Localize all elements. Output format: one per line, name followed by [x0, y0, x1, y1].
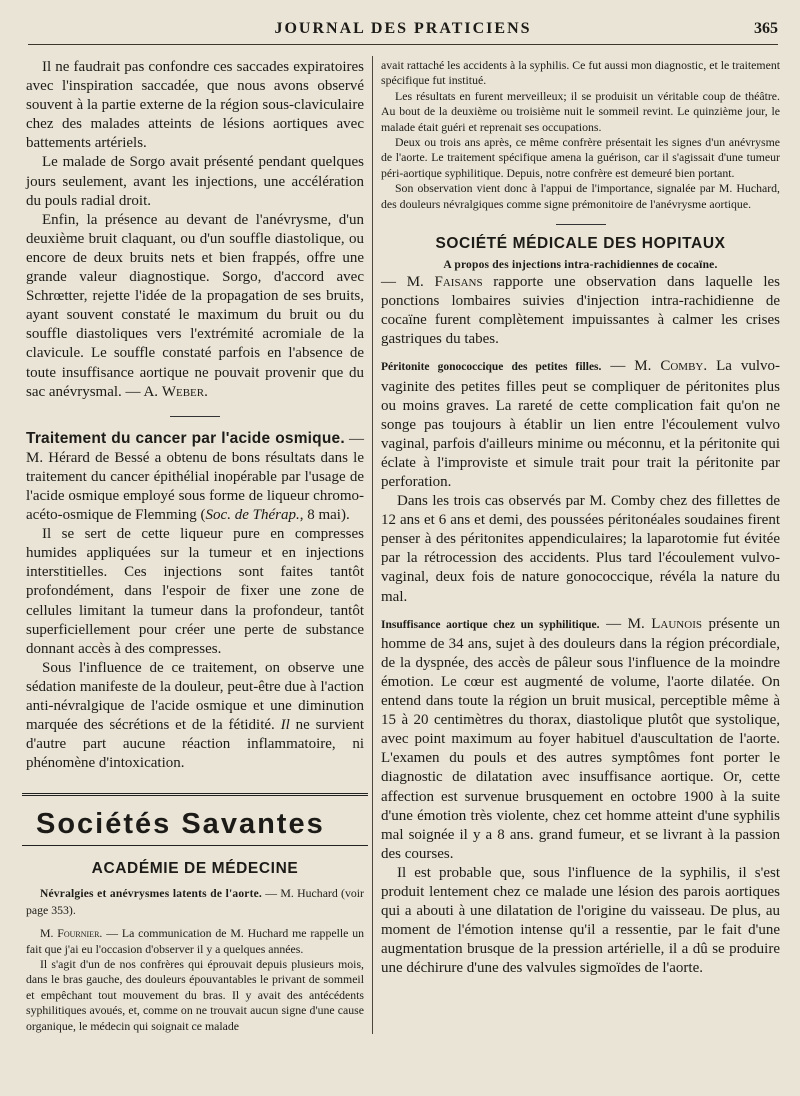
paragraph: Le malade de Sorgo avait présenté pendant quelques jours seulement, avant les injections, une accélération du pouls radial droit. [26, 154, 364, 209]
run-in-heading: Péritonite gonococcique des petites filles. [381, 361, 602, 374]
speaker-name: Faisans [434, 274, 483, 291]
paragraph [26, 211, 364, 402]
paragraph: Les résultats en furent merveilleux; il se produisit un véritable coup de théâtre. Au bout de la deuxième ou troisième nuit le sommeil revint. Le quinzième jour, le malade était guéri et reprenait ses occupations. [381, 88, 780, 134]
paragraph-text: Sous l'influence de ce traitement, on observe une sédation manifeste de la douleur, peut-être due à l'action anti-névralgique de l'acide osmique et une diminution marquée des sécrétions et de la fétidité. [26, 659, 364, 734]
paragraph-text: — M. [610, 358, 652, 375]
academy-subheading [26, 886, 364, 918]
paragraph-text: Enfin, la présence au devant de l'anévrysme, d'un deuxième bruit claquant, ou d'un souffle diastolique, ou encore de deux bruits nets et bien frappés, offre une grande valeur diagnostique. Sorgo, d'accord avec Schrœtter, rejette l'idée de la propagation de ses bruits, ayant souvent constaté le maximum du bruit ou du souffle diastoliques vers l'extrémité acromiale de la clavicule. Le souffle constaté parfois en l'absence de toute insuffisance aortique ne pouvait provenir que du sac anévrysmal. — A. [26, 211, 364, 400]
section-banner: Sociétés Savantes [36, 808, 325, 841]
paragraph-text: , 8 mai). [299, 507, 350, 524]
paragraph [26, 659, 364, 774]
paragraph [381, 357, 780, 492]
speaker-name: Launois [651, 615, 702, 632]
academy-heading: ACADÉMIE DE MÉDECINE [91, 860, 299, 878]
column-divider [372, 56, 373, 1034]
paragraph: Son observation vient donc à l'appui de l'importance, signalée par M. Huchard, des douleurs névralgiques comme signe prémonitoire de l'anévrysme aortique. [381, 181, 780, 211]
paragraph [381, 615, 780, 864]
paragraph-text: — M. [606, 615, 645, 632]
paragraph: avait rattaché les accidents à la syphilis. Ce fut aussi mon diagnostic, et le traitement spécifique fut institué. [381, 58, 781, 88]
hospitals-heading: SOCIÉTÉ MÉDICALE DES HOPITAUX [435, 235, 726, 253]
paragraph [381, 273, 780, 349]
paragraph-text: ne survient d'autre part aucune réaction inflammatoire, ni phénomène d'intoxication. [26, 717, 365, 772]
paragraph-text: — M. Hérard de Bessé a obtenu de bons résultats dans le traitement du cancer épithélial inopérable par l'usage de l'acide osmique employé sous forme de liqueur chromo-acéto-osmique de Flemming ( [26, 430, 364, 524]
subheading-tail: — M. Huchard (voir page 353). [26, 886, 364, 917]
article-title: Traitement du cancer par l'acide osmique. [26, 429, 345, 447]
running-header [28, 18, 778, 45]
paragraph: Il est probable que, sous l'influence de la syphilis, il s'est produit lentement chez ce malade une lésion des parois aortiques qui a abouti à une dilatation de l'origine du vaisseau. De plus, au moment de l'émotion intense qu'il a ressentie, par le fait d'une augmentation brusque de la pression artérielle, il a dû se produire une déchirure d'une des valvules sigmoïdes de l'aorte. [381, 864, 780, 977]
right-column [381, 58, 780, 1096]
paragraph: Deux ou trois ans après, ce même confrère présentait les signes d'un anévrysme de l'aorte. Le traitement spécifique amena la guérison, car il s'agissait d'une tumeur péri-aortique syphilitique. Depuis, notre confrère est demeuré bien portant. [381, 135, 780, 180]
paragraph: Il se sert de cette liqueur pure en compresses humides appliquées sur la tumeur et en injections interstitielles. Ces injections sont faites tantôt profondément, dans l'espoir de fixer une zone de cellules limitant la tumeur dans la profondeur, tantôt superficiellement pour créer une perte de substance donnant accès à des compresses. [26, 526, 364, 657]
section-rule-bottom [22, 845, 368, 846]
speaker-name: M. Fournier. [40, 926, 103, 941]
left-column [26, 58, 364, 1096]
italic-word: Il [280, 717, 290, 734]
paragraph-text: La vulvo-vaginite des petites filles peut se compliquer de péritonites plus ou moins graves. La rareté de cette complication fait qu'on ne songe pas toujours à établir un lien entre l'écoulement vulvo vaginal, parfois d'ailleurs minime ou méconnu, et la péritonite qui éclate à l'improviste et simule trait pour trait la péritonite par perforation. [381, 358, 781, 490]
subheading-title: Névralgies et anévrysmes latents de l'aorte. [40, 888, 262, 901]
speaker-name: Comby. [660, 358, 708, 375]
paragraph-text: rapporte une observation dans laquelle les ponctions lombaires suivies d'injection intra-rachidienne de cocaïne furent complètement impuissantes à calmer les crises gastriques du tabes. [381, 274, 781, 348]
paragraph: Il s'agit d'un de nos confrères qui éprouvait depuis plusieurs mois, dans le bras gauche, des douleurs épouvantables le privant de sommeil et empêchant tout mouvement du bras. Il y avait des antécédents syphilitiques avoués, et, comme on ne trouvait aucun signe d'une cause organique, le médecin qui soignait ce malade [26, 957, 364, 1033]
paragraph-text: présente un homme de 34 ans, sujet à des douleurs dans la région précordiale, de la dyspnée, des accès de pâleur sous l'influence de la moindre émotion. Le cœur est augmenté de volume, l'aorte dilatée. On entend dans toute la région un bruit musical, perceptible même à 15 à 20 centimètres du thorax, diastolique plutôt que systolique, avec point maximum au foyer habituel d'auscultation de l'aorte. L'examen du pouls et des autres symptômes font porter le diagnostic de dilatation avec insuffisance aortique. Or, cette affection est survenue brusquement en octobre 1900 à la suite d'une émotion très violente, chez cet homme atteint d'une syphilis mal soignée il y a 8 ans. grand fumeur, et se livrant à la passion des courses. [381, 615, 781, 862]
paragraph [26, 926, 364, 957]
paragraph: Il ne faudrait pas confondre ces saccades expiratoires avec l'inspiration saccadée, que nous avons observé souvent à la partie externe de la région sous-claviculaire chez des malades atteints de lésions aortiques avec battements artériels. [26, 59, 364, 152]
separator-rule [556, 224, 606, 225]
journal-title: JOURNAL DES PRATICIENS [274, 20, 532, 37]
section-rule-top [22, 793, 368, 796]
citation-reference: Soc. de Thérap. [205, 507, 300, 524]
author-signature: Weber. [161, 383, 208, 400]
article-osmic [26, 429, 364, 525]
paragraph-text: — La communication de M. Huchard me rappelle un fait que j'ai eu l'occasion d'observer il y a quelques années. [26, 926, 365, 956]
paragraph: Dans les trois cas observés par M. Comby chez des fillettes de 12 ans et 6 ans et demi, des poussées péritonéales soudaines firent penser à des péritonites appendiculaires; la laparotomie fut évitée par la rétrocession des accidents. Plus tard l'écoulement vulvo-vaginal, deux fois de nature gonococcique, révéla la nature du mal. [381, 493, 780, 605]
hospitals-subheading: A propos des injections intra-rachidiennes de cocaïne. [443, 259, 718, 272]
page-number: 365 [754, 20, 778, 37]
run-in-heading: Insuffisance aortique chez un syphilitique. [381, 618, 600, 631]
separator-rule [170, 416, 220, 417]
paragraph-text: — M. [381, 274, 424, 291]
